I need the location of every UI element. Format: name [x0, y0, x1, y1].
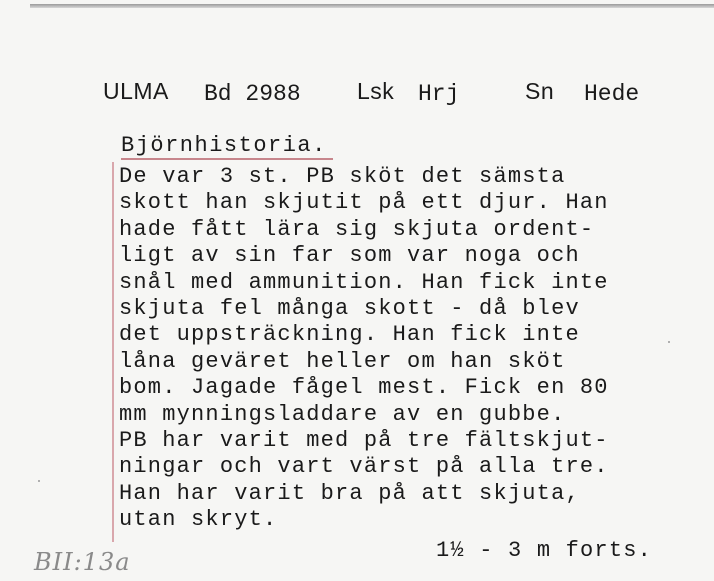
parish-value: Hede	[584, 81, 640, 107]
body-line: ligt av sin far som var noga och	[119, 243, 580, 269]
title-underline	[121, 158, 333, 160]
card-header	[0, 78, 714, 112]
body-line: snål med ammunition. Han fick inte	[119, 269, 609, 295]
pencil-note: BII:13a	[34, 548, 131, 576]
margin-line	[112, 162, 114, 542]
body-line: det uppsträckning. Han fick inte	[119, 322, 580, 348]
body-line: Han har varit bra på att skjuta,	[119, 480, 580, 506]
county-value: Hrj	[418, 81, 460, 107]
body-line: ningar och vart värst på alla tre.	[119, 454, 609, 480]
body-line: låna geväret heller om han sköt	[119, 348, 566, 374]
parish-label: Sn	[525, 78, 555, 104]
body-line: hade fått lära sig skjuta ordent-	[119, 216, 595, 242]
scan-speck	[38, 480, 40, 482]
county-label: Lsk	[357, 78, 395, 104]
body-line: PB har varit med på tre fältskjut-	[119, 427, 609, 453]
card-top-edge	[30, 4, 714, 8]
body-line: bom. Jagade fågel mest. Fick en 80	[119, 375, 609, 401]
archive-label: ULMA	[103, 78, 169, 104]
body-line: De var 3 st. PB sköt det sämsta	[119, 164, 566, 189]
body-line: skott han skjutit på ett djur. Han	[119, 190, 609, 216]
volume-label: Bd 2988	[204, 81, 301, 107]
story-title: Björnhistoria.	[121, 133, 327, 158]
story-body	[119, 164, 699, 533]
body-line: utan skryt.	[119, 507, 278, 533]
body-line: skjuta fel många skott - då blev	[119, 295, 580, 321]
page-range-note: 1½ - 3 m forts.	[436, 538, 653, 563]
body-line: mm mynningsladdare av en gubbe.	[119, 401, 566, 427]
scan-speck	[668, 341, 670, 343]
